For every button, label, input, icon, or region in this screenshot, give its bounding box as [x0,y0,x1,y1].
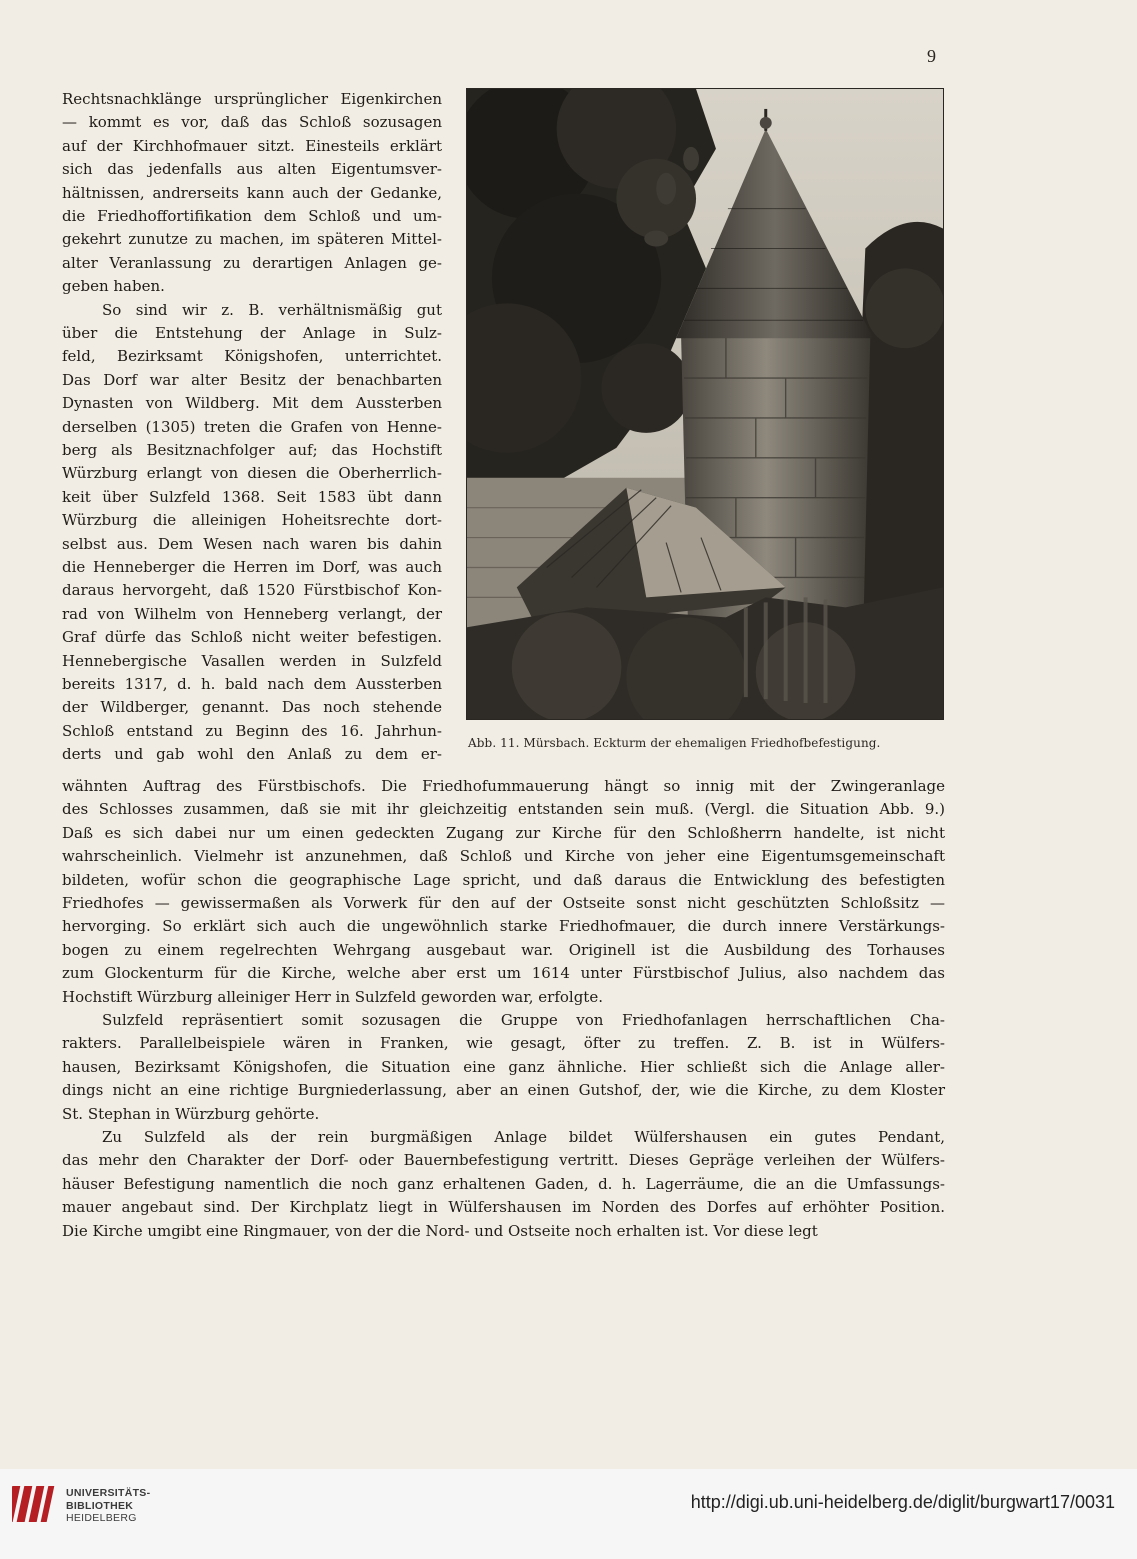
library-logo-icon [12,1478,58,1528]
text-line: berg als Besitznachfolger auf; das Hochstift [62,441,442,459]
text-line: geben haben. [62,277,165,296]
text-line: die Henneberger die Herren im Dorf, was auch [62,558,442,576]
text-line: bereits 1317, d. h. bald nach dem Aussterben [62,675,442,693]
text-line: Rechtsnachklänge ursprünglicher Eigenkirchen [62,90,442,108]
text-line: auf der Kirchhofmauer sitzt. Einesteils erklärt [62,136,442,155]
text-line: hausen, Bezirksamt Königshofen, die Situation eine ganz ähnliche. Hier schließt sich die Anlage aller- [62,1057,945,1076]
photo-tower-icon [467,89,943,719]
page-number: 9 [927,46,936,66]
text-line: Schloß entstand zu Beginn des 16. Jahrhun- [62,721,442,740]
text-line: Würzburg erlangt von diesen die Oberherrlich- [62,464,442,483]
figure-caption: Abb. 11. Mürsbach. Eckturm der ehemaligen Friedhofbefestigung. [468,736,881,750]
text-line: mauer angebaut sind. Der Kirchplatz liegt in Wülfershausen im Norden des Dorfes auf erhöhter Position. [62,1198,945,1217]
text-line: Graf dürfe das Schloß nicht weiter befestigen. [62,628,442,647]
text-line: des Schlosses zusammen, daß sie mit ihr gleichzeitig entstanden sein muß. (Vergl. die Situation Abb. 9.) [62,800,945,819]
library-name-line1: UNIVERSITÄTS- [66,1487,151,1499]
text-line: bogen zu einem regelrechten Wehrgang ausgebaut war. Originell ist die Ausbildung des Torhauses [62,940,945,959]
text-line: — kommt es vor, daß das Schloß sozusagen [62,113,442,132]
text-line: Die Kirche umgibt eine Ringmauer, von der die Nord- und Ostseite noch erhalten ist. Vor diese legt [62,1221,818,1240]
figure-photo [466,88,944,720]
text-line: Hennebergische Vasallen werden in Sulzfeld [62,651,442,670]
text-line: Das Dorf war alter Besitz der benachbarten [62,370,442,389]
text-line: dings nicht an eine richtige Burgniederlassung, aber an einen Gutshof, der, wie die Kirche, zu dem Kloster [62,1081,945,1100]
library-name-line3: HEIDELBERG [66,1512,137,1524]
text-line: Dynasten von Wildberg. Mit dem Aussterben [62,394,442,413]
text-line: sich das jedenfalls aus alten Eigentumsver- [62,160,442,179]
text-line: feld, Bezirksamt Königshofen, unterrichtet. [62,347,442,366]
text-line: St. Stephan in Würzburg gehörte. [62,1104,320,1123]
text-line: der Wildberger, genannt. Das noch stehende [62,698,442,717]
footer-bar [0,1469,1137,1559]
source-url-link[interactable]: http://digi.ub.uni-heidelberg.de/diglit/burgwart17/0031 [690,1492,1115,1512]
text-line: über die Entstehung der Anlage in Sulz- [62,324,442,342]
text-line: rakters. Parallelbeispiele wären in Franken, wie gesagt, öfter zu treffen. Z. B. ist in Wülfers- [62,1034,945,1053]
text-line: wähnten Auftrag des Fürstbischofs. Die Friedhofummauerung hängt so innig mit der Zwingeranlage [62,777,945,795]
text-line: keit über Sulzfeld 1368. Seit 1583 übt dann [62,487,442,506]
text-line: Daß es sich dabei nur um einen gedeckten Zugang zur Kirche für den Schloßherrn handelte, ist nicht [62,823,945,842]
text-line: häuser Befestigung namentlich die noch ganz erhaltenen Gaden, d. h. Lagerräume, die an die Umfassungs- [62,1174,945,1193]
text-line: hältnissen, andrerseits kann auch der Gedanke, [62,183,442,202]
text-line: So sind wir z. B. verhältnismäßig gut [102,300,442,319]
text-line: Friedhofes — gewissermaßen als Vorwerk für den auf der Ostseite sonst nicht geschützten Schloßsitz — [62,894,945,912]
text-line: hervorging. So erklärt sich auch die ungewöhnlich starke Friedhofmauer, die durch innere Verstärkungs- [62,917,945,936]
text-line: wahrscheinlich. Vielmehr ist anzunehmen, daß Schloß und Kirche von jeher eine Eigentumsgemeinschaft [62,847,945,866]
text-line: derselben (1305) treten die Grafen von Henne- [62,417,442,436]
text-line: die Friedhoffortifikation dem Schloß und um- [62,207,442,225]
text-line: daraus hervorgeht, daß 1520 Fürstbischof Kon- [62,581,442,600]
text-line: bildeten, wofür schon die geographische Lage spricht, und daß daraus die Entwicklung des befestigten [62,870,945,889]
library-name-line2: BIBLIOTHEK [66,1499,134,1512]
text-line: Hochstift Würzburg alleiniger Herr in Sulzfeld geworden war, erfolgte. [62,987,603,1006]
text-line: das mehr den Charakter der Dorf- oder Bauernbefestigung vertritt. Dieses Gepräge verleihen der Wülfers- [62,1151,945,1170]
text-line: Zu Sulzfeld als der rein burgmäßigen Anlage bildet Wülfershausen ein gutes Pendant, [102,1128,945,1146]
text-line: alter Veranlassung zu derartigen Anlagen ge- [62,253,442,272]
text-line: Sulzfeld repräsentiert somit sozusagen die Gruppe von Friedhofanlagen herrschaftlichen Cha- [102,1011,945,1029]
text-line: zum Glockenturm für die Kirche, welche aber erst um 1614 unter Fürstbischof Julius, also nachdem das [62,964,945,983]
text-line: rad von Wilhelm von Henneberg verlangt, der [62,604,442,623]
text-line: Würzburg die alleinigen Hoheitsrechte dort- [62,511,442,530]
library-name [66,1487,150,1525]
text-line: selbst aus. Dem Wesen nach waren bis dahin [62,534,442,553]
text-line: gekehrt zunutze zu machen, im späteren Mittel- [62,230,442,249]
text-line: derts und gab wohl den Anlaß zu dem er- [62,745,442,764]
